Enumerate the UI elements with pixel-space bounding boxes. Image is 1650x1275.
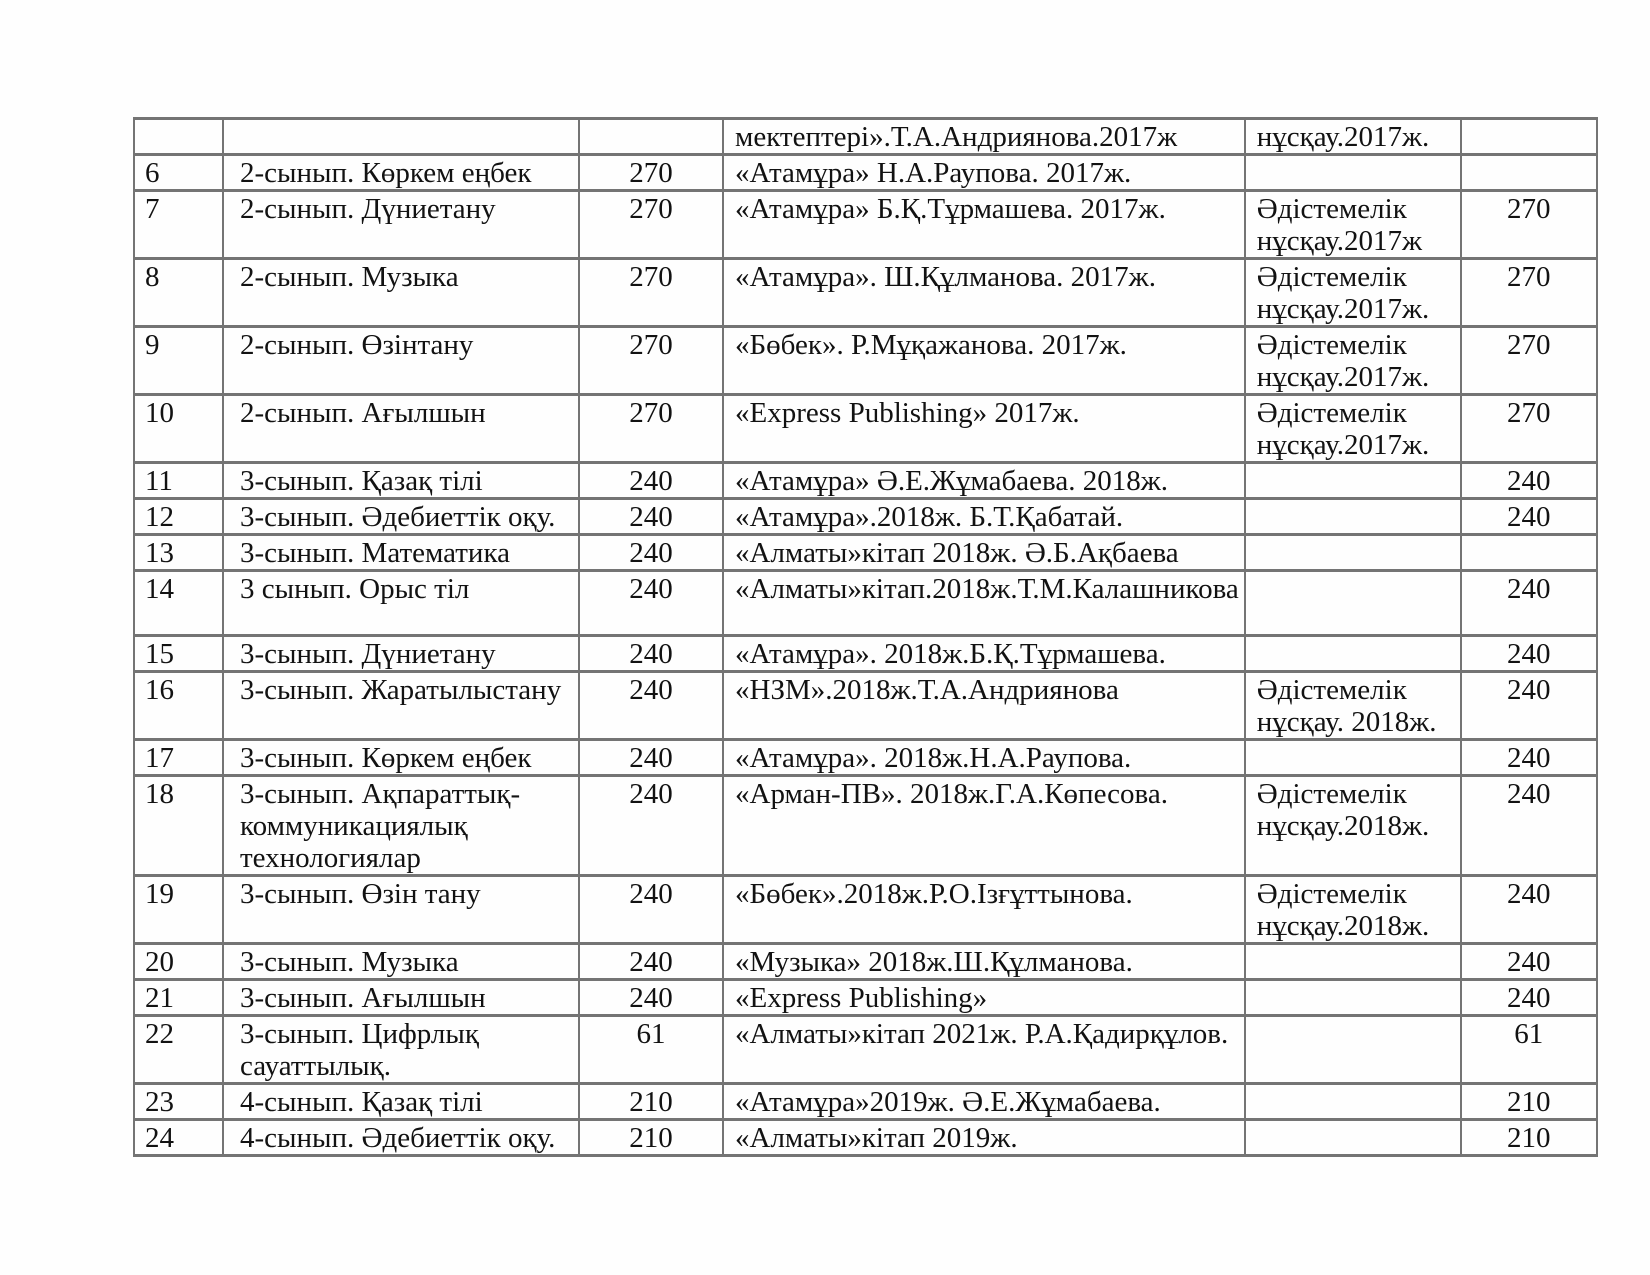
table-cell-methodical-guide: Әдістемелік нұсқау.2017ж	[1245, 191, 1461, 259]
table-cell-hours-confirmed: 270	[1461, 259, 1597, 327]
table-cell-methodical-guide	[1245, 535, 1461, 571]
table-cell-hours-confirmed: 240	[1461, 776, 1597, 876]
table-cell-row-number: 18	[134, 776, 223, 876]
table-cell-methodical-guide	[1245, 980, 1461, 1016]
table-cell-methodical-guide	[1245, 1084, 1461, 1120]
table-cell-publisher-author: «Express Publishing» 2017ж.	[723, 395, 1245, 463]
table-cell-row-number: 9	[134, 327, 223, 395]
table-cell-subject: 3-сынып. Жаратылыстану	[223, 672, 579, 740]
table-cell-hours-confirmed: 240	[1461, 944, 1597, 980]
table-cell-hours-confirmed: 210	[1461, 1084, 1597, 1120]
table-cell-hours-confirmed	[1461, 155, 1597, 191]
table-cell-hours: 270	[579, 395, 723, 463]
table-cell-methodical-guide: Әдістемелік нұсқау.2018ж.	[1245, 776, 1461, 876]
table-row	[134, 636, 1597, 672]
table-cell-publisher-author: «Атамұра». Ш.Құлманова. 2017ж.	[723, 259, 1245, 327]
table-cell-row-number: 15	[134, 636, 223, 672]
table-cell-hours-confirmed: 240	[1461, 571, 1597, 636]
table-cell-hours: 240	[579, 571, 723, 636]
table-cell-row-number: 13	[134, 535, 223, 571]
table-cell-publisher-author: «Музыка» 2018ж.Ш.Құлманова.	[723, 944, 1245, 980]
table-cell-hours-confirmed: 270	[1461, 191, 1597, 259]
table-row	[134, 155, 1597, 191]
table-cell-row-number: 17	[134, 740, 223, 776]
table-row	[134, 740, 1597, 776]
table-row	[134, 119, 1597, 155]
table-cell-hours-confirmed: 240	[1461, 636, 1597, 672]
table-row	[134, 395, 1597, 463]
table-cell-subject: 3-сынып. Қазақ тілі	[223, 463, 579, 499]
table-cell-subject: 4-сынып. Қазақ тілі	[223, 1084, 579, 1120]
table-row	[134, 980, 1597, 1016]
table-cell-publisher-author: «Арман-ПВ». 2018ж.Г.А.Көпесова.	[723, 776, 1245, 876]
table-cell-methodical-guide: Әдістемелік нұсқау.2018ж.	[1245, 876, 1461, 944]
table-cell-row-number: 12	[134, 499, 223, 535]
table-cell-publisher-author: «Атамұра» Н.А.Раупова. 2017ж.	[723, 155, 1245, 191]
table-row	[134, 672, 1597, 740]
table-cell-row-number: 19	[134, 876, 223, 944]
table-cell-row-number: 22	[134, 1016, 223, 1084]
table-cell-subject: 3-сынып. Музыка	[223, 944, 579, 980]
table-cell-hours-confirmed: 240	[1461, 740, 1597, 776]
table-cell-hours-confirmed: 240	[1461, 499, 1597, 535]
table-row	[134, 1016, 1597, 1084]
table-cell-methodical-guide	[1245, 1120, 1461, 1156]
table-row	[134, 463, 1597, 499]
table-cell-hours: 270	[579, 155, 723, 191]
table-cell-publisher-author: «Алматы»кітап 2019ж.	[723, 1120, 1245, 1156]
table-cell-subject: 2-сынып. Ағылшын	[223, 395, 579, 463]
table-cell-methodical-guide	[1245, 463, 1461, 499]
table-row	[134, 327, 1597, 395]
table-cell-hours: 240	[579, 740, 723, 776]
textbook-table	[133, 117, 1598, 1157]
table-cell-publisher-author: мектептері».Т.А.Андриянова.2017ж	[723, 119, 1245, 155]
table-cell-hours: 210	[579, 1120, 723, 1156]
table-cell-methodical-guide: Әдістемелік нұсқау. 2018ж.	[1245, 672, 1461, 740]
table-cell-hours: 240	[579, 463, 723, 499]
table-cell-publisher-author: «Бөбек».2018ж.Р.О.Ізғұттынова.	[723, 876, 1245, 944]
table-cell-methodical-guide: нұсқау.2017ж.	[1245, 119, 1461, 155]
table-cell-subject: 3-сынып. Көркем еңбек	[223, 740, 579, 776]
table-cell-subject: 4-сынып. Әдебиеттік оқу.	[223, 1120, 579, 1156]
table-cell-publisher-author: «Атамұра» Б.Қ.Тұрмашева. 2017ж.	[723, 191, 1245, 259]
table-cell-hours: 240	[579, 876, 723, 944]
table-cell-subject: 3-сынып. Математика	[223, 535, 579, 571]
table-cell-subject: 3-сынып. Цифрлық сауаттылық.	[223, 1016, 579, 1084]
table-cell-subject: 3-сынып. Әдебиеттік оқу.	[223, 499, 579, 535]
table-cell-row-number: 14	[134, 571, 223, 636]
table-cell-subject: 3-сынып. Ағылшын	[223, 980, 579, 1016]
table-cell-hours-confirmed: 61	[1461, 1016, 1597, 1084]
table-cell-row-number: 8	[134, 259, 223, 327]
table-cell-hours-confirmed: 240	[1461, 672, 1597, 740]
table-cell-hours-confirmed: 240	[1461, 463, 1597, 499]
table-cell-subject: 2-сынып. Музыка	[223, 259, 579, 327]
table-row	[134, 191, 1597, 259]
table-cell-hours-confirmed: 270	[1461, 395, 1597, 463]
table-row	[134, 535, 1597, 571]
table-cell-hours: 61	[579, 1016, 723, 1084]
table-cell-publisher-author: «Бөбек». Р.Мұқажанова. 2017ж.	[723, 327, 1245, 395]
table-cell-row-number: 10	[134, 395, 223, 463]
table-cell-hours: 270	[579, 259, 723, 327]
table-cell-hours: 210	[579, 1084, 723, 1120]
table-row	[134, 876, 1597, 944]
table-cell-hours: 240	[579, 535, 723, 571]
table-cell-hours: 270	[579, 191, 723, 259]
table-cell-hours: 240	[579, 636, 723, 672]
table-row	[134, 259, 1597, 327]
table-cell-methodical-guide	[1245, 571, 1461, 636]
table-cell-subject: 2-сынып. Дүниетану	[223, 191, 579, 259]
table-row	[134, 776, 1597, 876]
table-row	[134, 499, 1597, 535]
table-row	[134, 571, 1597, 636]
table-cell-row-number: 24	[134, 1120, 223, 1156]
table-cell-publisher-author: «НЗМ».2018ж.Т.А.Андриянова	[723, 672, 1245, 740]
table-cell-row-number: 20	[134, 944, 223, 980]
table-cell-publisher-author: «Атамұра». 2018ж.Н.А.Раупова.	[723, 740, 1245, 776]
table-cell-publisher-author: «Атамұра».2018ж. Б.Т.Қабатай.	[723, 499, 1245, 535]
table-cell-methodical-guide: Әдістемелік нұсқау.2017ж.	[1245, 259, 1461, 327]
table-cell-subject: 3-сынып. Дүниетану	[223, 636, 579, 672]
table-cell-hours-confirmed: 210	[1461, 1120, 1597, 1156]
table-cell-publisher-author: «Атамұра» Ә.Е.Жұмабаева. 2018ж.	[723, 463, 1245, 499]
table-cell-hours-confirmed: 240	[1461, 876, 1597, 944]
table-cell-subject: 2-сынып. Көркем еңбек	[223, 155, 579, 191]
table-cell-hours: 240	[579, 776, 723, 876]
table-cell-methodical-guide: Әдістемелік нұсқау.2017ж.	[1245, 395, 1461, 463]
table-cell-publisher-author: «Атамұра». 2018ж.Б.Қ.Тұрмашева.	[723, 636, 1245, 672]
table-cell-hours	[579, 119, 723, 155]
table-cell-subject: 3 сынып. Орыс тіл	[223, 571, 579, 636]
table-cell-methodical-guide	[1245, 1016, 1461, 1084]
table-cell-row-number: 7	[134, 191, 223, 259]
table-cell-row-number: 6	[134, 155, 223, 191]
table-cell-publisher-author: «Алматы»кітап 2021ж. Р.А.Қадирқұлов.	[723, 1016, 1245, 1084]
table-cell-hours-confirmed: 270	[1461, 327, 1597, 395]
table-cell-methodical-guide: Әдістемелік нұсқау.2017ж.	[1245, 327, 1461, 395]
table-cell-publisher-author: «Алматы»кітап.2018ж.Т.М.Калашникова	[723, 571, 1245, 636]
table-cell-subject: 2-сынып. Өзінтану	[223, 327, 579, 395]
table-cell-hours: 240	[579, 672, 723, 740]
table-row	[134, 944, 1597, 980]
table-cell-row-number: 16	[134, 672, 223, 740]
table-cell-row-number: 21	[134, 980, 223, 1016]
table-cell-methodical-guide	[1245, 499, 1461, 535]
table-cell-subject: 3-сынып. Ақпараттық-коммуникациялық технологиялар	[223, 776, 579, 876]
table-cell-row-number: 11	[134, 463, 223, 499]
table-cell-hours: 240	[579, 944, 723, 980]
table-cell-hours-confirmed	[1461, 535, 1597, 571]
table-cell-methodical-guide	[1245, 636, 1461, 672]
table-cell-row-number	[134, 119, 223, 155]
table-cell-publisher-author: «Алматы»кітап 2018ж. Ә.Б.Ақбаева	[723, 535, 1245, 571]
table-cell-hours: 270	[579, 327, 723, 395]
table-cell-hours: 240	[579, 499, 723, 535]
table-cell-hours: 240	[579, 980, 723, 1016]
table-cell-publisher-author: «Атамұра»2019ж. Ә.Е.Жұмабаева.	[723, 1084, 1245, 1120]
table-cell-hours-confirmed	[1461, 119, 1597, 155]
table-row	[134, 1084, 1597, 1120]
table-cell-subject: 3-сынып. Өзін тану	[223, 876, 579, 944]
table-cell-hours-confirmed: 240	[1461, 980, 1597, 1016]
table-body	[134, 119, 1597, 1156]
table-cell-publisher-author: «Express Publishing»	[723, 980, 1245, 1016]
table-cell-subject	[223, 119, 579, 155]
table-cell-methodical-guide	[1245, 740, 1461, 776]
table-cell-methodical-guide	[1245, 155, 1461, 191]
table-cell-methodical-guide	[1245, 944, 1461, 980]
table-cell-row-number: 23	[134, 1084, 223, 1120]
table-row	[134, 1120, 1597, 1156]
